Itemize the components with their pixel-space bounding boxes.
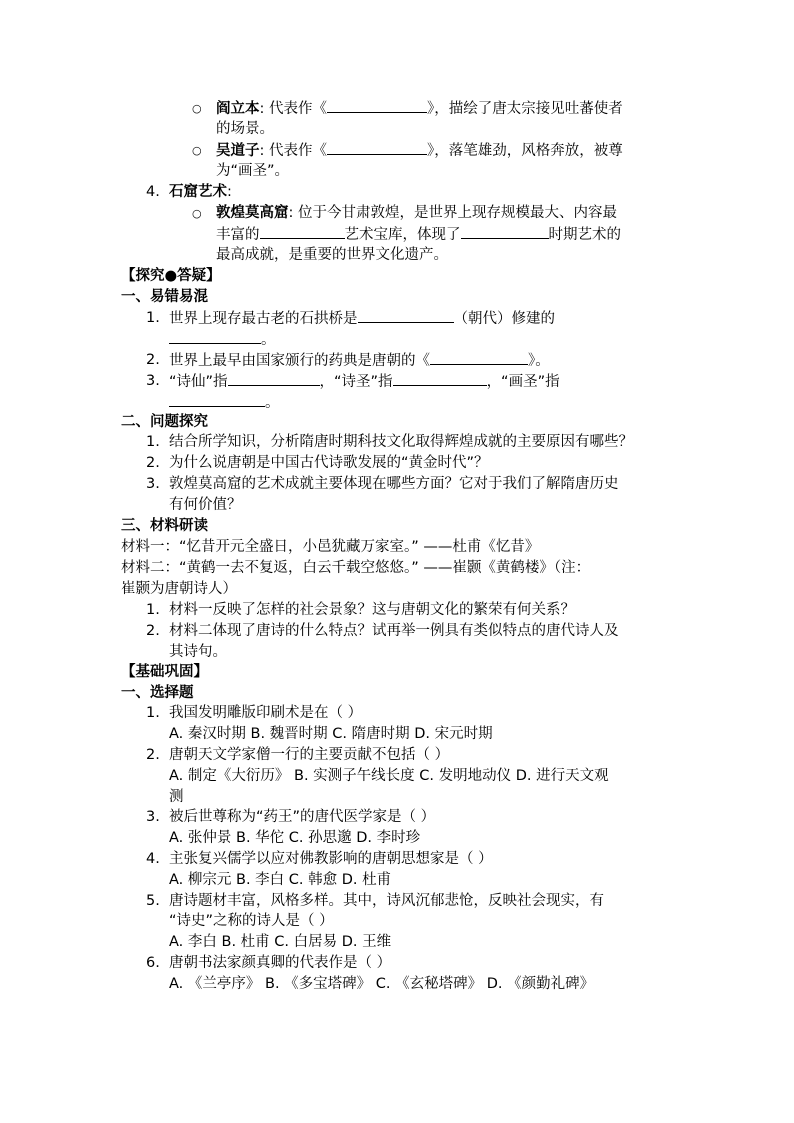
choice-question-3: 被后世尊称为“药王”的唐代医学家是（ ） (169, 809, 436, 825)
material-one: 材料一：“忆昔开元全盛日，小邑犹藏万家室。” ——杜甫《忆昔》 (121, 539, 540, 555)
list-number: 2. (146, 352, 160, 368)
list-number: 2. (146, 455, 160, 471)
answer-blank[interactable] (169, 392, 265, 407)
list-number: 2. (146, 747, 160, 763)
choice-options-5: A. 李白 B. 杜甫 C. 白居易 D. 王维 (169, 934, 392, 950)
answer-blank[interactable] (393, 371, 487, 386)
wu-daozi-name: 吴道子 (216, 143, 260, 159)
choice-question-5-cont: “诗史”之称的诗人是（ ） (169, 913, 334, 929)
bullet-circle-icon: ○ (192, 102, 202, 115)
dunhuang-line-2: 丰富的 艺术宝库，体现了 时期艺术的 (216, 224, 621, 245)
choice-options-1: A. 秦汉时期 B. 魏晋时期 C. 隋唐时期 D. 宋元时期 (169, 726, 493, 742)
yan-liben-line-2: 的场景。 (216, 121, 274, 137)
list-number: 5. (146, 893, 160, 909)
choice-question-4: 主张复兴儒学以应对佛教影响的唐朝思想家是（ ） (169, 851, 493, 867)
list-number: 1. (146, 602, 160, 618)
answer-blank[interactable] (260, 224, 345, 239)
section-heading-choice: 一、选择题 (121, 685, 194, 701)
answer-blank[interactable] (327, 98, 427, 113)
yan-liben-line: 阎立本: 代表作《 》，描绘了唐太宗接见吐蕃使者 (216, 98, 623, 119)
material-question-2-cont: 其诗句。 (169, 644, 227, 660)
section-heading-confusing: 一、易错易混 (121, 289, 208, 305)
list-number: 1. (146, 310, 160, 326)
choice-question-2: 唐朝天文学家僧一行的主要贡献不包括（ ） (169, 747, 450, 763)
choice-options-6: A. 《兰亭序》 B. 《多宝塔碑》 C. 《玄秘塔碑》 D. 《颜勤礼碑》 (169, 976, 595, 992)
grotto-art-heading: 石窟艺术: (169, 184, 232, 200)
choice-options-2-cont: 测 (169, 789, 184, 805)
dunhuang-line: 敦煌莫高窟: 位于今甘肃敦煌，是世界上现存规模最大、内容最 (216, 205, 617, 221)
bullet-circle-icon: ○ (192, 144, 202, 157)
dunhuang-line-3: 最高成就，是重要的世界文化遗产。 (216, 247, 448, 263)
answer-blank[interactable] (358, 308, 454, 323)
list-number: 2. (146, 623, 160, 639)
answer-blank[interactable] (430, 350, 528, 365)
inquiry-question-2: 为什么说唐朝是中国古代诗歌发展的“黄金时代”？ (169, 455, 489, 471)
list-number: 1. (146, 434, 160, 450)
yan-liben-name: 阎立本 (216, 101, 260, 117)
inquiry-question-3: 敦煌莫高窟的艺术成就主要体现在哪些方面？它对于我们了解隋唐历史 (169, 476, 619, 492)
answer-blank[interactable] (169, 329, 261, 344)
dunhuang-name: 敦煌莫高窟 (216, 205, 289, 221)
inquiry-question-1: 结合所学知识，分析隋唐时期科技文化取得辉煌成就的主要原因有哪些？ (169, 434, 633, 450)
material-two: 材料二：“黄鹤一去不复返，白云千载空悠悠。” ——崔颢《黄鹤楼》（注： (121, 560, 591, 576)
list-number: 3. (146, 476, 160, 492)
choice-options-3: A. 张仲景 B. 华佗 C. 孙思邈 D. 李时珍 (169, 830, 421, 846)
answer-blank[interactable] (228, 371, 320, 386)
question-stone-bridge-2: 。 (169, 329, 276, 350)
question-stone-bridge: 世界上现存最古老的石拱桥是 （朝代）修建的 (169, 308, 555, 329)
choice-options-2: A. 制定《大衍历》 B. 实测子午线长度 C. 发明地动仪 D. 进行天文观 (169, 768, 609, 784)
section-heading-inquiry: 二、问题探究 (121, 414, 208, 430)
material-two-cont: 崔颢为唐朝诗人） (121, 581, 237, 597)
answer-blank[interactable] (461, 224, 549, 239)
basics-title: 【基础巩固】 (121, 664, 208, 680)
list-number: 3. (146, 373, 160, 389)
list-number: 4. (146, 184, 160, 200)
answer-blank[interactable] (327, 140, 427, 155)
section-heading-materials: 三、材料研读 (121, 518, 208, 534)
list-number: 4. (146, 851, 160, 867)
bullet-circle-icon: ○ (192, 207, 202, 220)
choice-options-4: A. 柳宗元 B. 李白 C. 韩愈 D. 杜甫 (169, 872, 392, 888)
material-question-1: 材料一反映了怎样的社会景象？这与唐朝文化的繁荣有何关系？ (169, 602, 575, 618)
choice-question-6: 唐朝书法家颜真卿的代表作是（ ） (169, 955, 392, 971)
list-number: 3. (146, 809, 160, 825)
question-poet-titles-2: 。 (169, 392, 280, 413)
choice-question-5: 唐诗题材丰富，风格多样。其中，诗风沉郁悲怆，反映社会现实，有 (169, 893, 604, 909)
choice-question-1: 我国发明雕版印刷术是在（ ） (169, 705, 363, 721)
question-pharmacopoeia: 世界上最早由国家颁行的药典是唐朝的《 》。 (169, 350, 550, 371)
question-poet-titles: “诗仙”指 ，“诗圣”指 ，“画圣”指 (169, 371, 560, 392)
material-question-2: 材料二体现了唐诗的什么特点？试再举一例具有类似特点的唐代诗人及 (169, 623, 619, 639)
explore-title: 【探究●答疑】 (121, 268, 221, 284)
list-number: 6. (146, 955, 160, 971)
inquiry-question-3-cont: 有何价值？ (169, 497, 242, 513)
list-number: 1. (146, 705, 160, 721)
wu-daozi-line-2: 为“画圣”。 (216, 163, 290, 179)
wu-daozi-line: 吴道子: 代表作《 》，落笔雄劲，风格奔放，被尊 (216, 140, 623, 161)
